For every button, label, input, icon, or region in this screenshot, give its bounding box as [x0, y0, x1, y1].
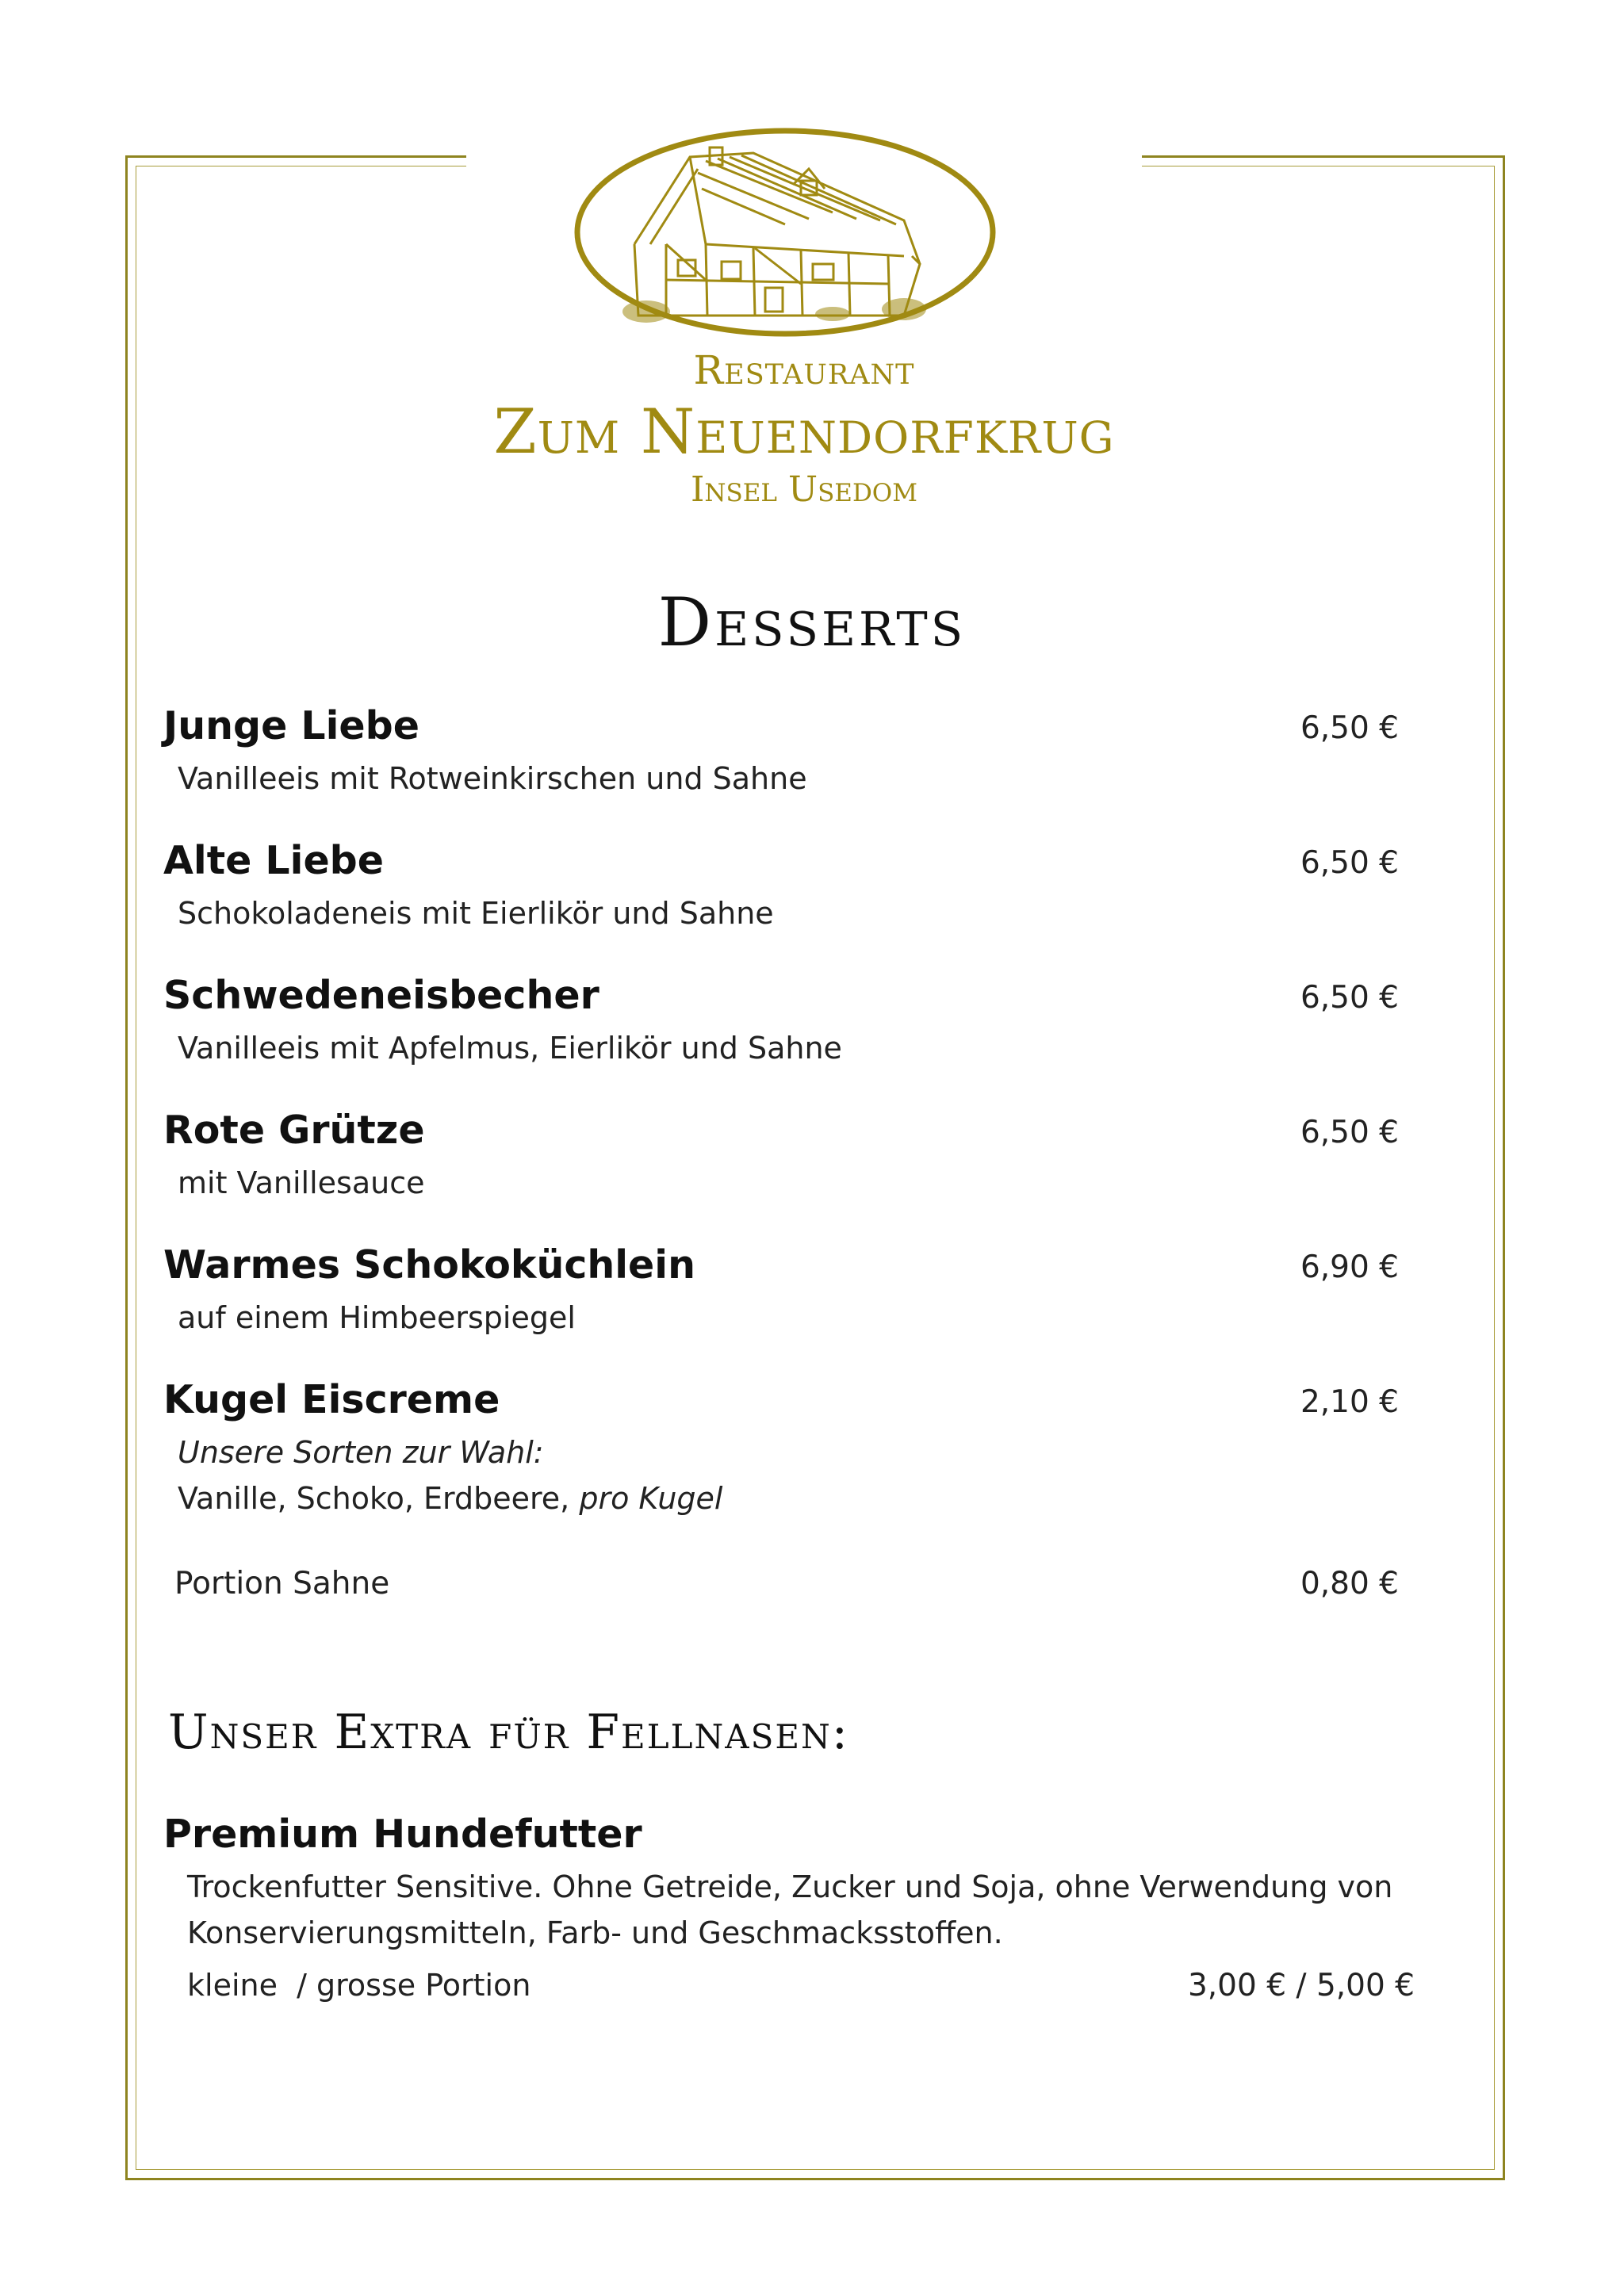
item-price: 6,50 € [1300, 710, 1399, 746]
item-desc: Vanilleeis mit Apfelmus, Eierlikör und Sahne [178, 1031, 842, 1066]
item-price: 6,50 € [1300, 845, 1399, 881]
ice-cream-flavors-line [178, 1481, 722, 1516]
item-name-ice-cream: Kugel Eiscreme [163, 1377, 500, 1422]
brand-name: Zum Neuendorfkrug [493, 396, 1115, 468]
ice-cream-per-unit: pro Kugel [579, 1481, 723, 1516]
dog-food-portion-label: kleine / grosse Portion [187, 1968, 531, 2003]
item-price-ice-cream: 2,10 € [1300, 1384, 1399, 1420]
restaurant-logo-house [571, 125, 999, 339]
dog-food-desc-line2: Konservierungsmitteln, Farb- und Geschmacksstoffen. [187, 1915, 1003, 1950]
item-desc: mit Vanillesauce [178, 1165, 425, 1200]
item-name: Alte Liebe [163, 838, 384, 883]
extra-cream-price: 0,80 € [1300, 1566, 1399, 1601]
item-price: 6,50 € [1300, 1115, 1399, 1150]
item-name: Rote Grütze [163, 1108, 425, 1153]
brand-line-restaurant: Restaurant [693, 347, 915, 393]
item-name: Junge Liebe [163, 703, 419, 748]
page-title: Desserts [657, 584, 967, 661]
dog-food-portion-price: 3,00 € / 5,00 € [1187, 1968, 1415, 2003]
brand-location: Insel Usedom [691, 469, 917, 510]
item-name: Schwedeneisbecher [163, 973, 599, 1018]
extra-cream-label: Portion Sahne [174, 1566, 390, 1601]
item-desc: Schokoladeneis mit Eierlikör und Sahne [178, 896, 774, 931]
ice-cream-flavors: Vanille, Schoko, Erdbeere, [178, 1481, 570, 1516]
dog-section-title: Unser Extra für Fellnasen: [168, 1705, 849, 1760]
ice-cream-subtitle: Unsere Sorten zur Wahl: [178, 1435, 544, 1470]
dog-food-name: Premium Hundefutter [163, 1812, 642, 1857]
dog-food-desc-line1: Trockenfutter Sensitive. Ohne Getreide, Zucker und Soja, ohne Verwendung von [187, 1869, 1393, 1904]
item-desc: Vanilleeis mit Rotweinkirschen und Sahne [178, 761, 807, 796]
item-name: Warmes Schokoküchlein [163, 1242, 695, 1288]
item-price: 6,50 € [1300, 980, 1399, 1016]
item-desc: auf einem Himbeerspiegel [178, 1300, 576, 1335]
item-price: 6,90 € [1300, 1249, 1399, 1285]
